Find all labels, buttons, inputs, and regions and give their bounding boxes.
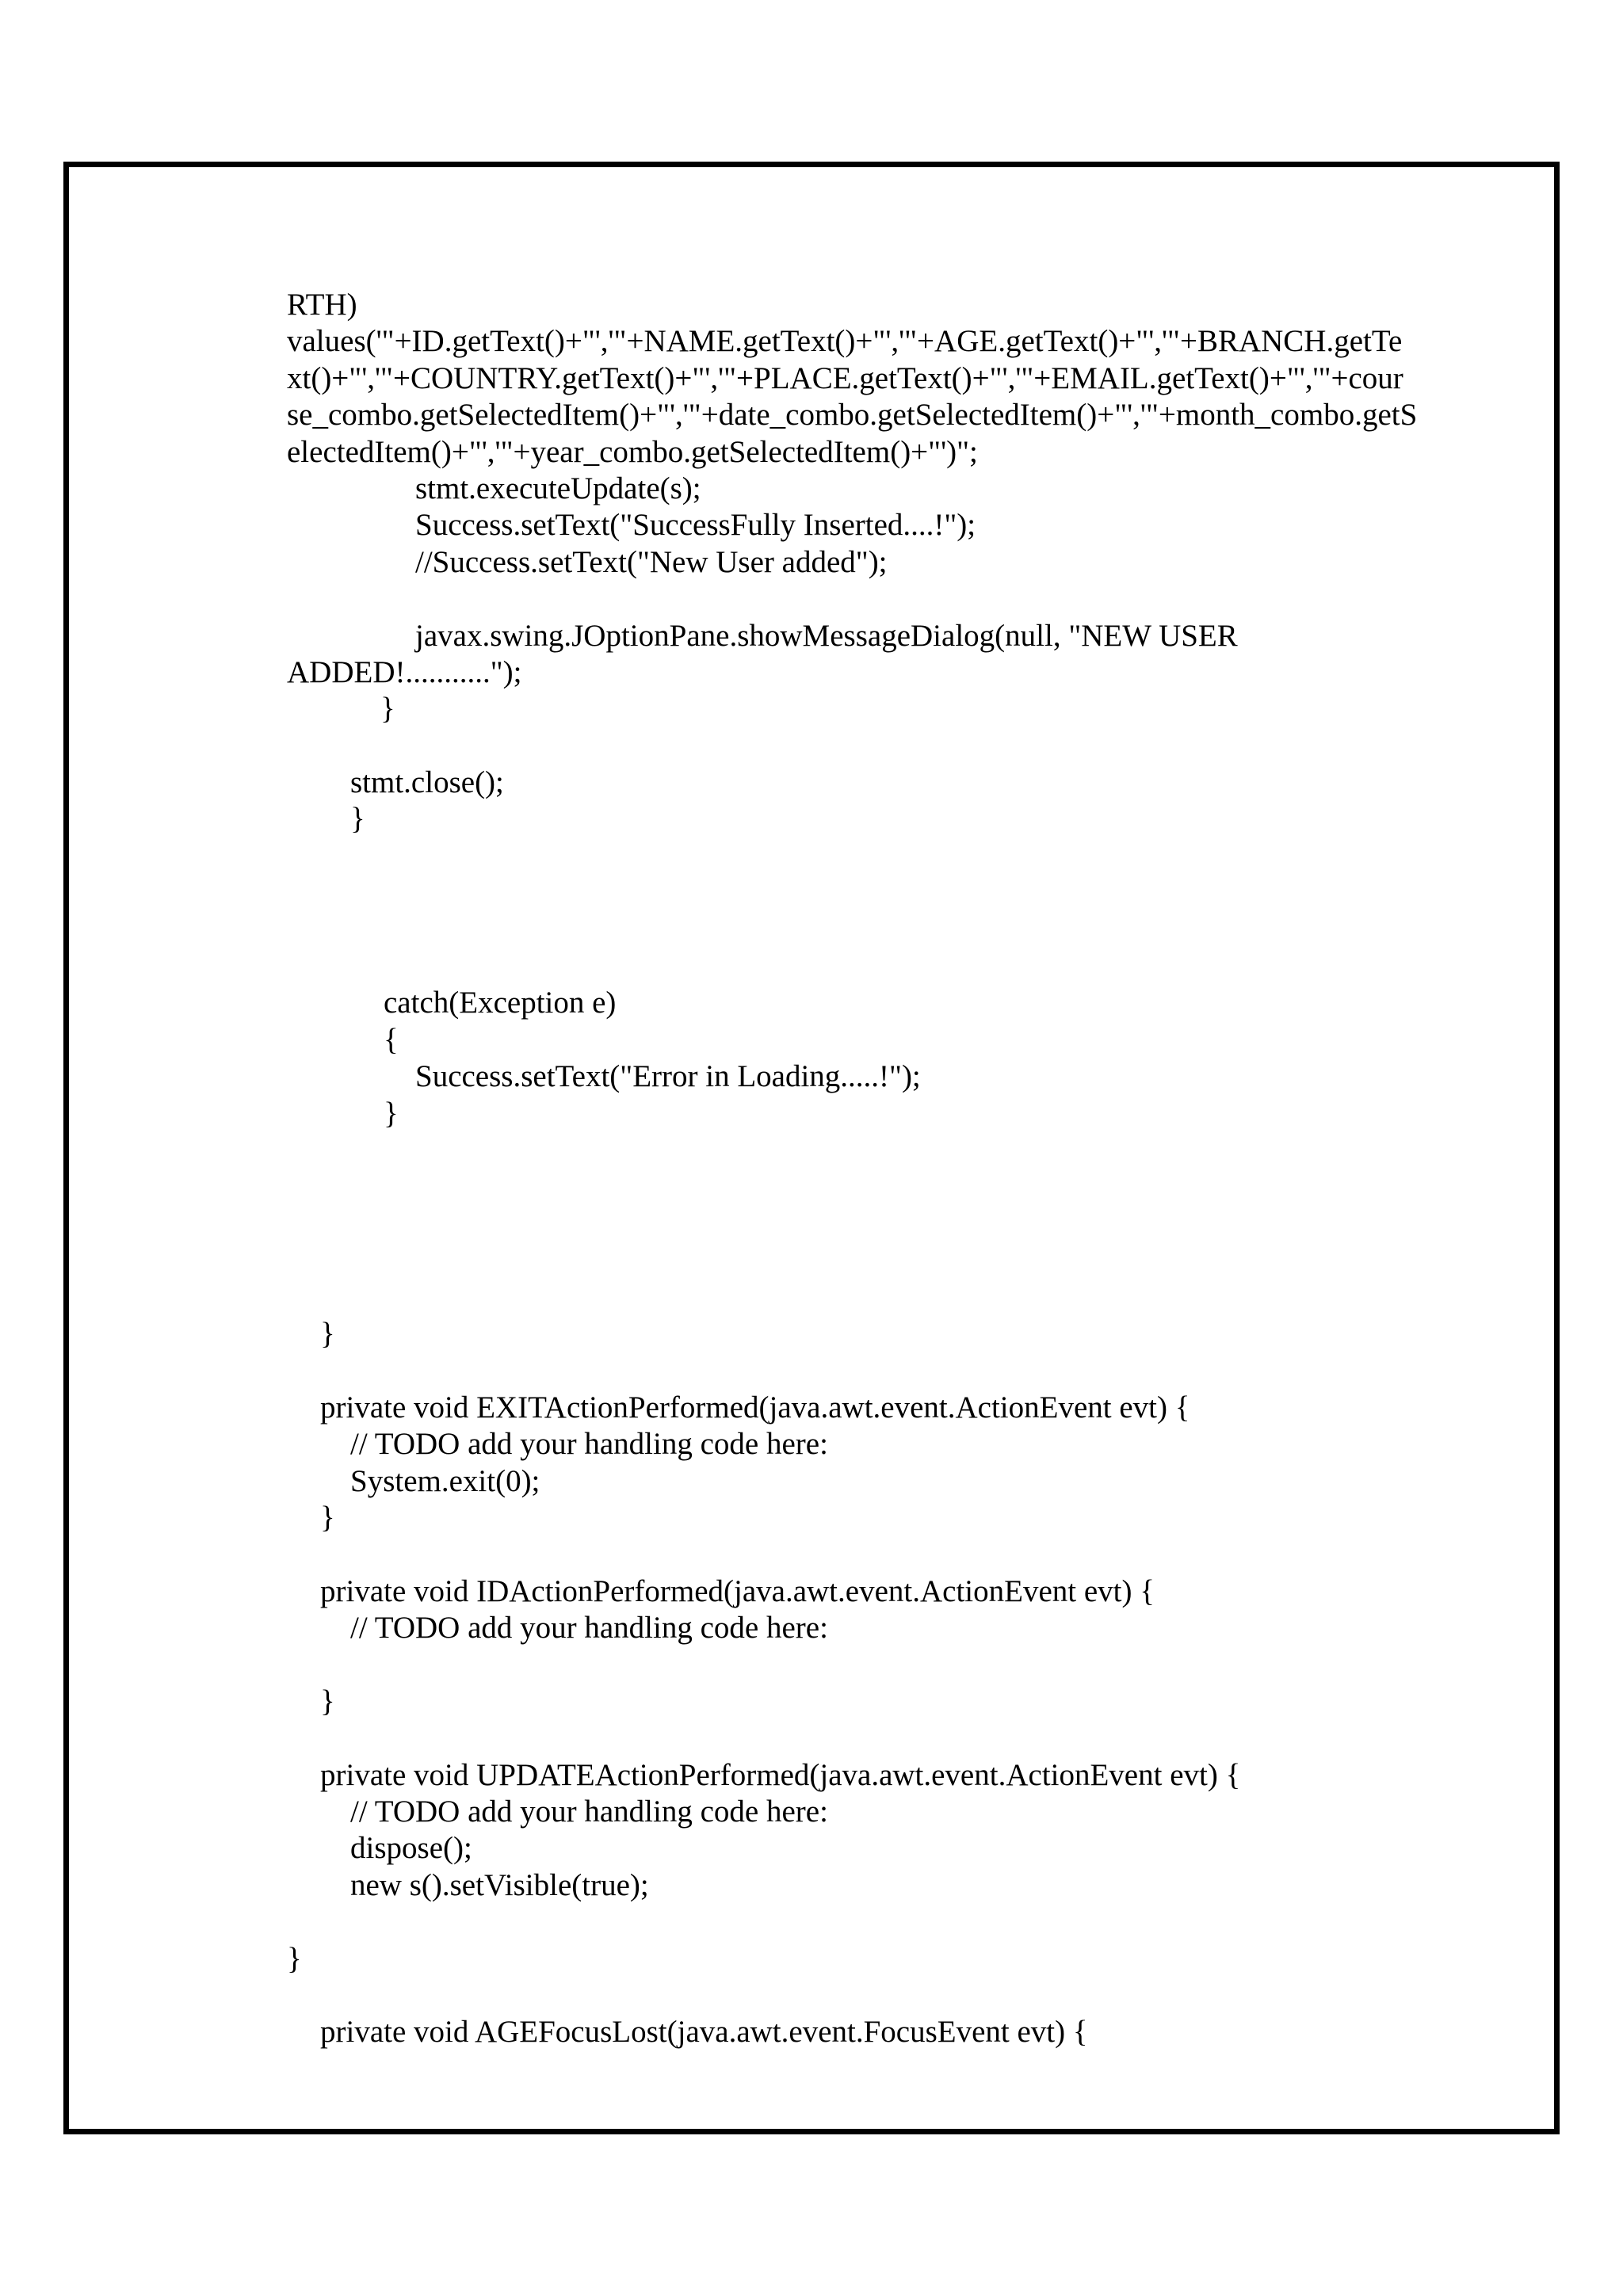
code-line: private void UPDATEActionPerformed(java.awt.event.ActionEvent evt) { [320, 1757, 1241, 1792]
code-line: } [320, 1684, 335, 1718]
code-line: values('"+ID.getText()+"','"+NAME.getText()+"','"+AGE.getText()+"','"+BRANCH.getTe [287, 324, 1403, 359]
code-line [287, 1352, 1460, 1389]
code-line: javax.swing.JOptionPane.showMessageDialog(null, "NEW USER [415, 618, 1238, 653]
code-line [287, 1206, 1460, 1242]
code-line: Success.setText("SuccessFully Inserted....!"); [415, 508, 976, 543]
code-line [287, 1904, 1460, 1940]
code-line: catch(Exception e) [384, 986, 617, 1020]
code-line: // TODO add your handling code here: [350, 1611, 828, 1646]
code-line: stmt.close(); [350, 765, 504, 800]
code-block [287, 287, 1460, 2051]
code-line: private void EXITActionPerformed(java.awt.event.ActionEvent evt) { [320, 1390, 1190, 1425]
code-line: Success.setText("Error in Loading.....!"); [415, 1059, 921, 1094]
code-line: } [320, 1316, 335, 1351]
code-line [287, 838, 1460, 875]
code-line: dispose(); [350, 1831, 472, 1866]
code-line [287, 1280, 1460, 1316]
code-line: // TODO add your handling code here: [350, 1794, 828, 1829]
code-line: } [350, 802, 365, 837]
code-line [287, 581, 1460, 617]
code-line: stmt.executeUpdate(s); [415, 471, 701, 505]
code-line: } [320, 1500, 335, 1535]
code-line [287, 912, 1460, 948]
code-line: System.exit(0); [350, 1463, 540, 1498]
code-line: } [380, 692, 395, 727]
code-line [287, 948, 1460, 985]
code-line: se_combo.getSelectedItem()+"','"+date_combo.getSelectedItem()+"','"+month_combo.getS [287, 398, 1418, 433]
code-line: xt()+"','"+COUNTRY.getText()+"','"+PLACE.getText()+"','"+EMAIL.getText()+"','"+cour [287, 360, 1403, 395]
code-line: { [384, 1022, 399, 1057]
code-line [287, 1720, 1460, 1756]
code-line: // TODO add your handling code here: [350, 1427, 828, 1462]
code-line [287, 1169, 1460, 1205]
code-line: } [384, 1096, 399, 1131]
code-line: ADDED!..........."); [287, 654, 522, 689]
code-line [287, 1646, 1460, 1683]
code-line [287, 1242, 1460, 1279]
code-line: new s().setVisible(true); [350, 1867, 649, 1902]
code-line [287, 875, 1460, 911]
code-line [287, 1536, 1460, 1573]
code-line: } [287, 1941, 302, 1976]
code-line: private void IDActionPerformed(java.awt.event.ActionEvent evt) { [320, 1573, 1155, 1608]
code-line [287, 1132, 1460, 1169]
code-line: electedItem()+"','"+year_combo.getSelectedItem()+"')"; [287, 434, 978, 469]
code-line: //Success.setText("New User added"); [415, 544, 888, 579]
code-line: RTH) [287, 288, 357, 322]
code-line [287, 1978, 1460, 2014]
code-line: private void AGEFocusLost(java.awt.event.FocusEvent evt) { [320, 2015, 1088, 2050]
code-line [287, 728, 1460, 765]
